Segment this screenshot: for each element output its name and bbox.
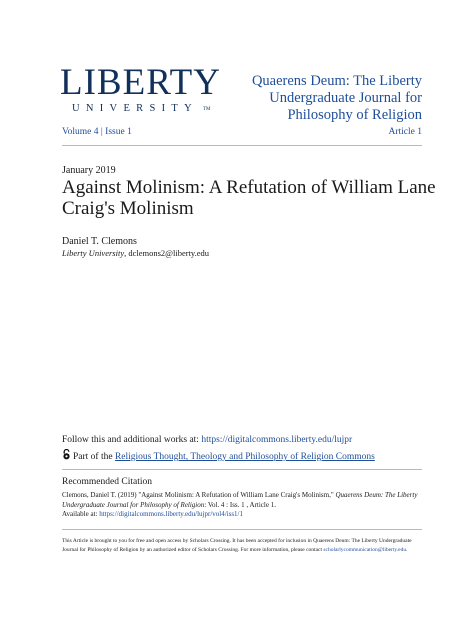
divider: [62, 469, 422, 470]
access-note: [62, 537, 422, 554]
volume-issue-separator: |: [98, 127, 106, 137]
logo-wordmark: LIBERTY: [60, 62, 221, 103]
citation-journal: Quaerens Deum: The Liberty Undergraduate Journal for Philosophy of Religion: [62, 491, 418, 509]
logo-trademark: TM: [203, 107, 211, 112]
journal-title-line-2: Undergraduate Journal for: [269, 90, 422, 106]
commons-link[interactable]: Religious Thought, Theology and Philosophy of Religion Commons: [114, 452, 375, 462]
repository-link[interactable]: https://digitalcommons.liberty.edu/lujpr: [201, 435, 353, 445]
divider: [62, 145, 422, 146]
volume-issue: [62, 127, 132, 137]
divider: [62, 529, 422, 530]
part-of-text: Part of the: [73, 452, 115, 462]
part-of-line: [62, 449, 375, 462]
issue-info-row: [62, 127, 422, 139]
author-email: , dclemons2@liberty.edu: [124, 248, 210, 258]
citation-url-link[interactable]: https://digitalcommons.liberty.edu/lujpr/vol4/iss1/1: [99, 510, 244, 518]
journal-title-line-3: Philosophy of Religion: [287, 107, 422, 123]
citation-part-1: Clemons, Daniel T. (2019) "Against Molinism: A Refutation of William Lane Craig's Molinism,": [62, 491, 336, 499]
author-name: Daniel T. Clemons: [62, 236, 137, 247]
journal-title[interactable]: [212, 73, 422, 124]
author-affiliation: [62, 248, 209, 258]
author-institution: Liberty University: [62, 248, 125, 258]
access-note-end: .: [406, 546, 408, 553]
open-access-icon: [62, 449, 71, 460]
article-link[interactable]: Article 1: [388, 127, 422, 137]
logo-subtitle: UNIVERSITY: [72, 103, 198, 114]
access-note-text: This Article is brought to you for free and open access by Scholars Crossing. It has been accepted for inclusion in Quaerens Deum: The Liberty Undergraduate Journal for Philosophy of Religion by an authorized editor of Scholars Crossing. For more information, please contact: [62, 538, 412, 553]
issue-link[interactable]: Issue 1: [105, 127, 132, 137]
liberty-university-logo: [60, 62, 221, 114]
follow-text: Follow this and additional works at:: [62, 435, 202, 445]
citation-text: [62, 491, 422, 520]
citation-part-2: : Vol. 4 : Iss. 1 , Article 1.: [204, 500, 276, 509]
citation-available-label: Available at:: [62, 510, 100, 518]
follow-line: [62, 435, 352, 445]
recommended-citation-heading: Recommended Citation: [62, 477, 152, 487]
publication-date: January 2019: [62, 165, 116, 176]
article-title: Against Molinism: A Refutation of William Lane Craig's Molinism: [62, 177, 436, 219]
contact-email-link[interactable]: scholarlycommunication@liberty.edu: [323, 546, 407, 553]
journal-title-line-1: Quaerens Deum: The Liberty: [251, 73, 422, 89]
volume-link[interactable]: Volume 4: [62, 127, 99, 137]
